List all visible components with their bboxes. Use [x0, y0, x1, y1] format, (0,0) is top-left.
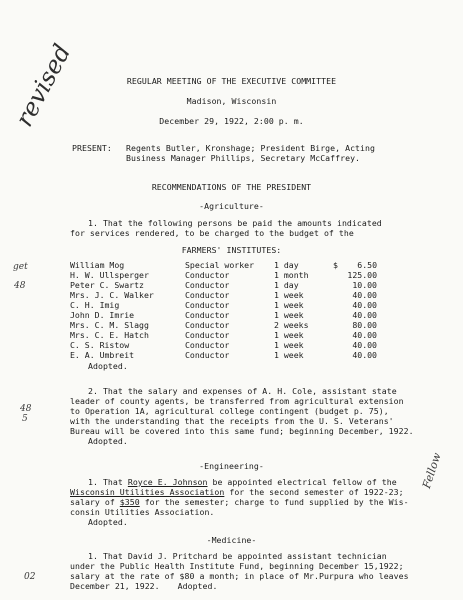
dollar-sign — [333, 330, 343, 340]
institute-worker-name: Peter C. Swartz — [70, 280, 144, 290]
salary-amount: $350 — [119, 497, 140, 507]
dollar-sign: $ — [333, 260, 338, 270]
institute-worker-amount: 40.00 — [352, 340, 377, 350]
handwritten-margin-note-d: 5 — [22, 414, 28, 424]
institute-worker-period: 2 weeks — [274, 320, 309, 330]
institute-worker-role: Conductor — [185, 340, 230, 350]
institute-worker-name: E. A. Umbreit — [70, 350, 135, 360]
dollar-sign — [333, 310, 343, 320]
table-row — [70, 260, 377, 270]
institute-worker-role: Conductor — [185, 330, 230, 340]
engineering-line-1: 1. That Royce E. Johnson be appointed electrical fellow of the — [88, 477, 397, 487]
dollar-sign — [333, 350, 343, 360]
handwritten-margin-note-b: 48 — [14, 281, 26, 291]
meeting-location: Madison, Wisconsin — [186, 96, 277, 106]
medicine-line-3: salary at the rate of $80 a month; in place of Mr.Purpura who leaves — [70, 571, 409, 581]
meeting-title: REGULAR MEETING OF THE EXECUTIVE COMMITTEE — [126, 76, 337, 86]
fellow-name: Royce E. Johnson — [127, 477, 208, 487]
association-name: Wisconsin Utilities Association — [70, 487, 225, 497]
engineering-line-3: salary of $350 for the semester; charge to fund supplied by the Wis- — [70, 497, 409, 507]
table-row — [70, 310, 377, 320]
present-line-1: Regents Butler, Kronshage; President Birge, Acting — [126, 143, 375, 153]
engineering-line-2: Wisconsin Utilities Association for the second semester of 1922-23; — [70, 487, 404, 497]
institute-worker-name: Mrs. C. M. Slagg — [70, 320, 149, 330]
table-row — [70, 350, 377, 360]
dollar-sign — [333, 270, 343, 280]
institute-worker-role: Conductor — [185, 300, 230, 310]
institute-worker-amount: 125.00 — [347, 270, 377, 280]
table-row — [70, 300, 377, 310]
institute-worker-period: 1 month — [274, 270, 309, 280]
institute-worker-name: C. H. Imig — [70, 300, 120, 310]
institute-worker-name: Mrs. J. C. Walker — [70, 290, 154, 300]
dollar-sign — [333, 300, 343, 310]
institute-worker-period: 1 week — [274, 350, 304, 360]
institute-worker-amount: 40.00 — [352, 310, 377, 320]
engineering-adopted: Adopted. — [88, 517, 128, 527]
institute-worker-amount: 40.00 — [352, 290, 377, 300]
institute-worker-role: Conductor — [185, 350, 230, 360]
table-row — [70, 330, 377, 340]
table-row — [70, 290, 377, 300]
farmers-institutes-table — [70, 260, 377, 360]
present-label: PRESENT: — [72, 143, 112, 153]
agriculture-heading: -Agriculture- — [199, 201, 264, 211]
handwritten-bottom-note: 02 — [24, 572, 36, 582]
institute-worker-role: Conductor — [185, 310, 230, 320]
medicine-line-2: under the Public Health Institute Fund, beginning December 15,1922; — [70, 561, 404, 571]
institute-worker-role: Conductor — [185, 290, 230, 300]
handwritten-margin-note-a: get — [13, 262, 28, 272]
agriculture-item2-line3: to Operation 1A, agricultural college contingent (budget p. 75), — [70, 406, 389, 416]
table-row — [70, 270, 377, 280]
farmers-institutes-heading: FARMERS' INSTITUTES: — [181, 245, 282, 255]
institute-worker-name: William Mog — [70, 260, 125, 270]
institute-worker-period: 1 day — [274, 260, 299, 270]
medicine-adopted: Adopted. — [177, 581, 218, 591]
engineering-heading: -Engineering- — [199, 461, 264, 471]
institute-worker-period: 1 week — [274, 300, 304, 310]
medicine-heading: -Medicine- — [206, 535, 257, 545]
dollar-sign — [333, 320, 343, 330]
institute-worker-amount: 80.00 — [352, 320, 377, 330]
institute-worker-amount: 40.00 — [352, 350, 377, 360]
handwritten-fellow-note: Fellow — [420, 451, 444, 491]
institute-worker-role: Conductor — [185, 280, 230, 290]
dollar-sign — [333, 340, 343, 350]
institute-worker-period: 1 week — [274, 310, 304, 320]
agriculture-item2-line1: 2. That the salary and expenses of A. H. Cole, assistant state — [88, 386, 397, 396]
agriculture-item1-line1: 1. That the following persons be paid the amounts indicated — [88, 218, 382, 228]
agriculture-item1-line2: for services rendered, to be charged to the budget of the — [70, 228, 354, 238]
agriculture-item2-adopted: Adopted. — [88, 436, 128, 446]
agriculture-item2-line5: Bureau will be covered into this same fund; beginning December, 1922. — [70, 426, 414, 436]
institute-worker-name: C. S. Ristow — [70, 340, 130, 350]
table-row — [70, 340, 377, 350]
agriculture-item1-adopted: Adopted. — [88, 361, 128, 371]
institute-worker-period: 1 day — [274, 280, 299, 290]
agriculture-item2-line4: with the understanding that the receipts from the U. S. Veterans' — [70, 416, 394, 426]
institute-worker-role: Special worker — [185, 260, 255, 270]
handwritten-margin-note-c: 48 — [20, 404, 32, 414]
handwritten-revised-note: revised — [10, 39, 77, 132]
institute-worker-amount: 6.50 — [357, 260, 377, 270]
institute-worker-period: 1 week — [274, 340, 304, 350]
dollar-sign — [333, 290, 343, 300]
engineering-line-4: consin Utilities Association. — [70, 507, 215, 517]
medicine-line-4: December 21, 1922. Adopted. — [70, 581, 218, 591]
institute-worker-amount: 40.00 — [352, 300, 377, 310]
institute-worker-name: Mrs. C. E. Hatch — [70, 330, 149, 340]
table-row — [70, 320, 377, 330]
institute-worker-period: 1 week — [274, 330, 304, 340]
institute-worker-amount: 40.00 — [352, 330, 377, 340]
institute-worker-amount: 10.00 — [352, 280, 377, 290]
present-line-2: Business Manager Phillips, Secretary McCaffrey. — [126, 153, 361, 163]
table-row — [70, 280, 377, 290]
institute-worker-role: Conductor — [185, 320, 230, 330]
institute-worker-name: John D. Imrie — [70, 310, 135, 320]
recommendations-heading: RECOMMENDATIONS OF THE PRESIDENT — [151, 182, 312, 192]
dollar-sign — [333, 280, 343, 290]
institute-worker-role: Conductor — [185, 270, 230, 280]
institute-worker-name: H. W. Ullsperger — [70, 270, 149, 280]
agriculture-item2-line2: leader of county agents, be transferred from agricultural extension — [70, 396, 404, 406]
meeting-date: December 29, 1922, 2:00 p. m. — [159, 116, 304, 126]
medicine-line-1: 1. That David J. Pritchard be appointed assistant technician — [88, 551, 387, 561]
institute-worker-period: 1 week — [274, 290, 304, 300]
